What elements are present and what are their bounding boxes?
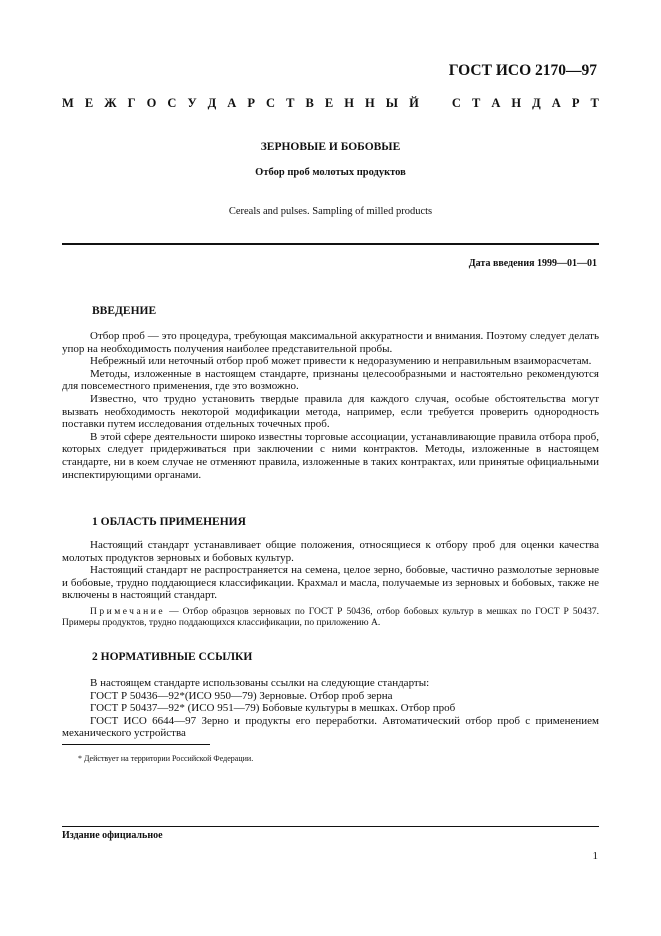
banner-letter: Н xyxy=(364,96,375,110)
footnote: * Действует на территории Российской Федерации. xyxy=(78,754,254,763)
section-1-heading: 1 ОБЛАСТЬ ПРИМЕНЕНИЯ xyxy=(92,516,246,528)
banner-letter: Н xyxy=(511,96,522,110)
document-title: ЗЕРНОВЫЕ И БОБОВЫЕ xyxy=(260,141,401,153)
banner-letter: С xyxy=(167,96,177,110)
banner-letter: Е xyxy=(84,96,94,110)
paragraph: Методы, изложенные в настоящем стандарте, признаны целесообразными и настоятельно рекомендуются для повсеместного применения, где это возможно. xyxy=(62,367,599,393)
banner-letter: Т xyxy=(286,96,295,110)
paragraph: Отбор проб — это процедура, требующая максимальной аккуратности и внимания. Поэтому следует делать упор на необходимость получения наиболее представительной пробы. xyxy=(62,330,599,355)
banner-letter: М xyxy=(62,96,74,110)
banner-letter: А xyxy=(551,96,561,110)
page-number: 1 xyxy=(592,850,598,862)
section-1-body xyxy=(62,539,599,630)
banner-letter: В xyxy=(305,96,314,110)
document-subtitle: Отбор проб молотых продуктов xyxy=(255,167,406,178)
intro-heading: ВВЕДЕНИЕ xyxy=(92,305,157,317)
banner-letter: Р xyxy=(247,96,255,110)
footer-divider xyxy=(62,826,599,827)
header-divider xyxy=(62,243,599,245)
banner-letter: Д xyxy=(532,96,541,110)
banner-letter: Р xyxy=(571,96,580,110)
reference-line: ГОСТ Р 50437—92* (ИСО 951—79) Бобовые культуры в мешках. Отбор проб xyxy=(90,702,456,715)
paragraph: Известно, что трудно установить твердые правила для каждого случая, особые обстоятельства могут вызвать необходимость некоторой модификации метода, например, если требуется проверить однородность поставки путем исследования отдельных точечных проб. xyxy=(62,392,599,431)
banner-letter: О xyxy=(146,96,157,110)
paragraph: Настоящий стандарт устанавливает общие положения, относящиеся к отбору проб для оценки качества молотых продуктов зерновых и бобовых культур. xyxy=(62,539,599,564)
effective-date: Дата введения 1999—01—01 xyxy=(468,258,597,269)
banner-letter: Д xyxy=(207,96,217,110)
paragraph: В этой сфере деятельности широко известны торговые ассоциации, устанавливающие правила отбора проб, которых следует придерживаться при заключении с ними контрактов. Методы, изложенные в настоящем стандарте, ни в коем случае не отменяют правила, изложенные в таких контрактах, или принятые официальными инспектирующими органами. xyxy=(62,430,599,481)
note-text: — Отбор образцов зерновых по ГОСТ Р 50436, отбор бобовых культур в мешках по ГОСТ Р 50437. Примеры продуктов, трудно поддающихся классификации, по приложению А. xyxy=(62,606,599,629)
banner-letter: А xyxy=(227,96,237,110)
standard-type-banner xyxy=(62,96,599,111)
banner-letter: Ы xyxy=(385,96,399,110)
banner-letter: А xyxy=(491,96,501,110)
banner-letter: С xyxy=(451,96,461,110)
banner-letter: У xyxy=(187,96,197,110)
banner-letter: Ж xyxy=(104,96,117,110)
banner-letter: Н xyxy=(344,96,354,110)
banner-letter: Е xyxy=(324,96,334,110)
banner-letter: С xyxy=(266,96,276,110)
english-title: Cereals and pulses. Sampling of milled products xyxy=(228,206,433,217)
section-2-heading: 2 НОРМАТИВНЫЕ ССЫЛКИ xyxy=(92,651,253,663)
footnote-divider xyxy=(62,744,210,745)
paragraph: Небрежный или неточный отбор проб может привести к недоразумению и неправильным взаиморасчетам. xyxy=(90,355,592,368)
note xyxy=(62,607,599,630)
banner-letter: Т xyxy=(590,96,599,110)
reference-line: ГОСТ ИСО 6644—97 Зерно и продукты его переработки. Автоматический отбор проб с применением механического устройства xyxy=(62,714,599,740)
paragraph: Настоящий стандарт не распространяется на семена, целое зерно, бобовые, частично размолотые зерновые и бобовые, трудно поддающиеся классификации. Крахмал и масла, получаемые из зерновых и бобовых, также не включены в настоящий стандарт. xyxy=(62,564,599,602)
section-2-body xyxy=(62,677,599,740)
document-code: ГОСТ ИСО 2170—97 xyxy=(448,62,597,79)
reference-line: В настоящем стандарте использованы ссылки на следующие стандарты: xyxy=(90,677,430,689)
banner-letter: Г xyxy=(127,96,136,110)
banner-letter: Й xyxy=(409,96,419,110)
note-label: Примечание xyxy=(90,606,166,617)
edition-label: Издание официальное xyxy=(62,830,163,841)
banner-letter: Т xyxy=(471,96,481,110)
reference-line: ГОСТ Р 50436—92*(ИСО 950—79) Зерновые. Отбор проб зерна xyxy=(90,689,393,702)
intro-body xyxy=(62,330,599,481)
